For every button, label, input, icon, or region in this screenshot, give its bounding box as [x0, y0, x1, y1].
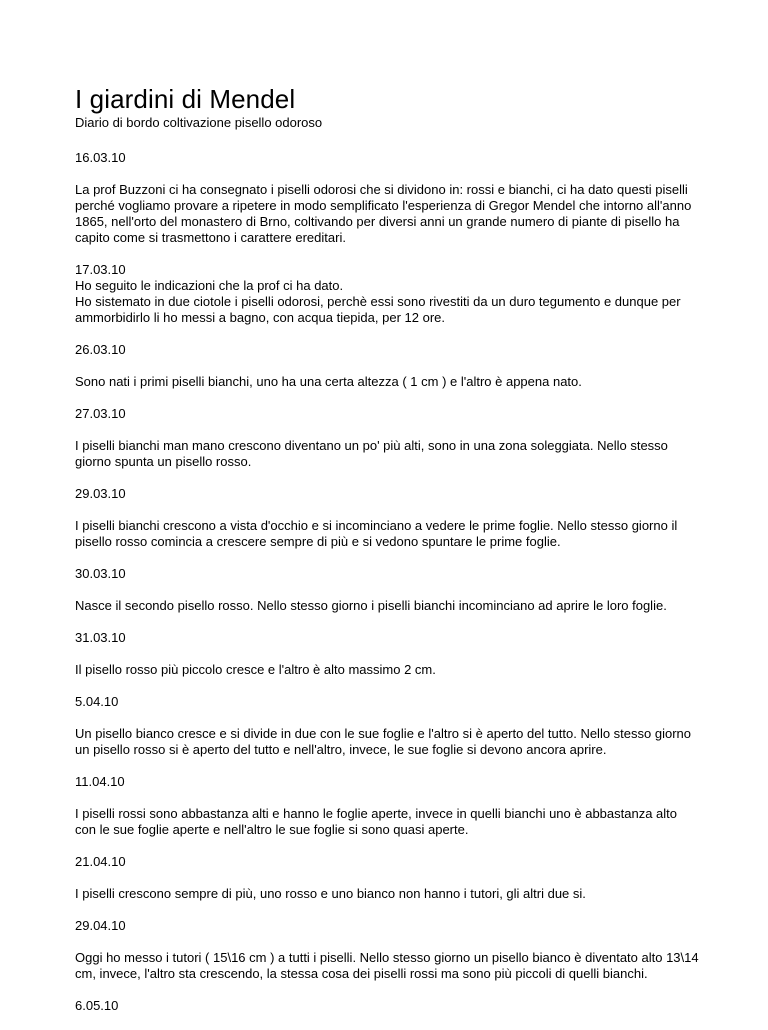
document-page	[75, 84, 705, 1030]
diary-entry	[75, 630, 705, 678]
document-subtitle: Diario di bordo coltivazione pisello odoroso	[75, 115, 323, 130]
entry-date: 6.05.10	[75, 998, 119, 1013]
entry-date: 11.04.10	[75, 774, 125, 789]
entry-date: 27.03.10	[75, 406, 126, 421]
entry-text-line: I piselli rossi sono abbastanza alti e hanno le foglie aperte, invece in quelli bianchi uno è abbastanza alto	[75, 806, 678, 821]
entry-text-line: I piselli crescono sempre di più, uno rosso e uno bianco non hanno i tutori, gli altri due si.	[75, 886, 586, 901]
entry-date: 29.04.10	[75, 918, 126, 933]
entry-text-line: perché vogliamo provare a ripetere in modo semplificato l'esperienza di Gregor Mendel che intorno all'anno	[75, 198, 692, 213]
entry-text-line: Sono nati i primi piselli bianchi, uno ha una certa altezza ( 1 cm ) e l'altro è appena nato.	[75, 374, 582, 389]
entry-date: 21.04.10	[75, 854, 126, 869]
entry-text-line: Il pisello rosso più piccolo cresce e l'altro è alto massimo 2 cm.	[75, 662, 436, 677]
entry-text-line: capito come si trasmettono i carattere ereditari.	[75, 230, 346, 245]
entry-text-line: Ho seguito le indicazioni che la prof ci ha dato.	[75, 278, 344, 293]
diary-entry	[75, 774, 705, 838]
diary-entry	[75, 486, 705, 550]
diary-entry	[75, 998, 705, 1014]
entry-date: 31.03.10	[75, 630, 126, 645]
entry-text-line: giorno spunta un pisello rosso.	[75, 454, 252, 469]
entry-text-line: La prof Buzzoni ci ha consegnato i piselli odorosi che si dividono in: rossi e bianchi, ci ha dato questi piselli	[75, 182, 688, 197]
diary-entry	[75, 262, 705, 326]
entry-text-line: Ho sistemato in due ciotole i piselli odorosi, perchè essi sono rivestiti da un duro tegumento e dunque per	[75, 294, 681, 309]
entry-text-line: con le sue foglie aperte e nell'altro le sue foglie si sono quasi aperte.	[75, 822, 469, 837]
diary-entries	[75, 150, 705, 1014]
entry-text-line: I piselli bianchi crescono a vista d'occhio e si incominciano a vedere le prime foglie. Nello stesso giorno il	[75, 518, 678, 533]
entry-date: 29.03.10	[75, 486, 126, 501]
entry-text-line: I piselli bianchi man mano crescono diventano un po' più alti, sono in una zona soleggiata. Nello stesso	[75, 438, 668, 453]
entry-text-line: Un pisello bianco cresce e si divide in due con le sue foglie e l'altro si è aperto del tutto. Nello stesso giorno	[75, 726, 691, 741]
entry-date: 17.03.10	[75, 262, 126, 277]
diary-entry	[75, 694, 705, 758]
entry-text-line: pisello rosso comincia a crescere sempre di più e si vedono spuntare le prime foglie.	[75, 534, 561, 549]
entry-date: 26.03.10	[75, 342, 126, 357]
diary-entry	[75, 918, 705, 982]
diary-entry	[75, 854, 705, 902]
entry-text-line: Oggi ho messo i tutori ( 15\16 cm ) a tutti i piselli. Nello stesso giorno un pisello bianco è diventato alto 13\14	[75, 950, 699, 965]
document-title: I giardini di Mendel	[75, 84, 296, 114]
entry-date: 5.04.10	[75, 694, 119, 709]
diary-entry	[75, 342, 705, 390]
entry-text-line: ammorbidirlo li ho messi a bagno, con acqua tiepida, per 12 ore.	[75, 310, 445, 325]
diary-entry	[75, 150, 705, 246]
diary-entry	[75, 566, 705, 614]
entry-text-line: Nasce il secondo pisello rosso. Nello stesso giorno i piselli bianchi incominciano ad aprire le loro foglie.	[75, 598, 667, 613]
entry-text-line: cm, invece, l'altro sta crescendo, la stessa cosa dei piselli rossi ma sono più piccoli di quelli bianchi.	[75, 966, 648, 981]
entry-date: 30.03.10	[75, 566, 126, 581]
entry-text-line: 1865, nell'orto del monastero di Brno, coltivando per diversi anni un grande numero di piante di pisello ha	[75, 214, 680, 229]
entry-text-line: un pisello rosso si è aperto del tutto e nell'altro, invece, le sue foglie si devono ancora aprire.	[75, 742, 607, 757]
diary-entry	[75, 406, 705, 470]
entry-date: 16.03.10	[75, 150, 126, 165]
